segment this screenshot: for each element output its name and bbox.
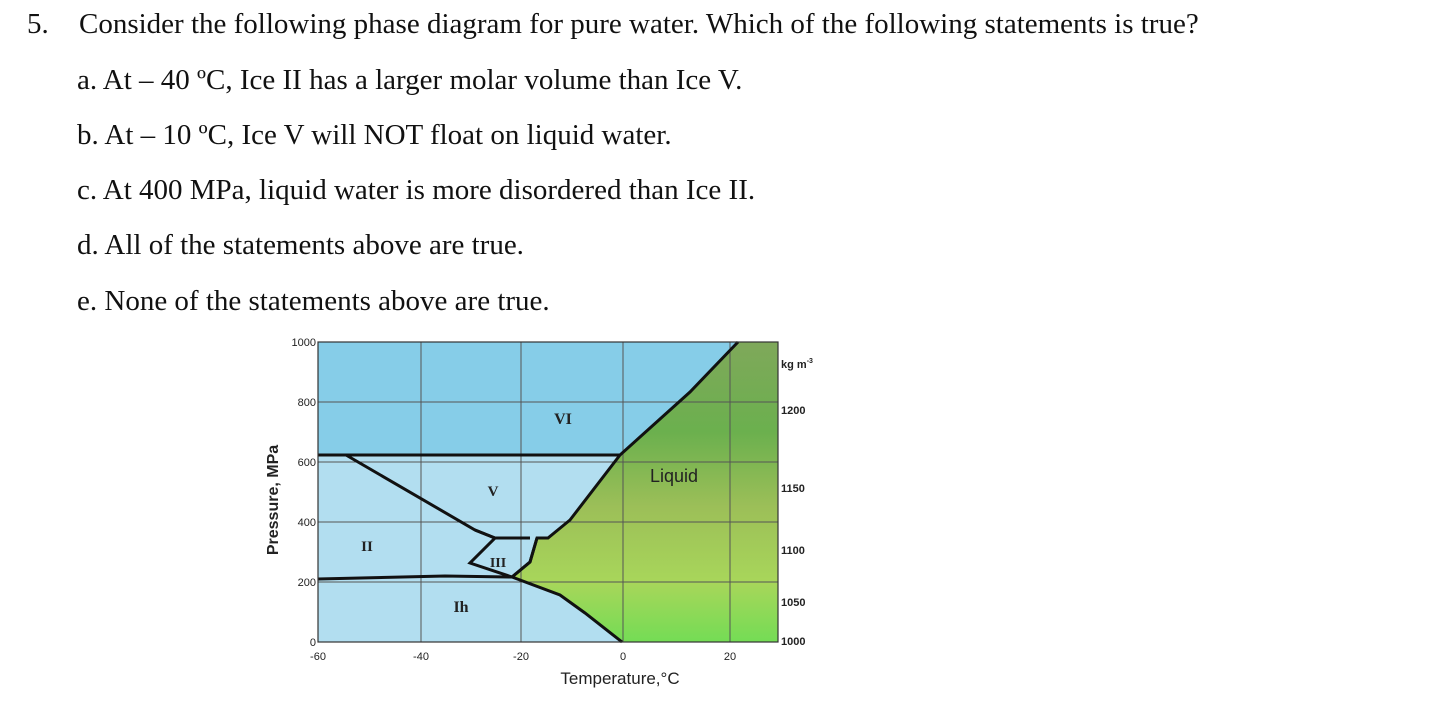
region-label-iii: III [489,556,507,571]
option-a: a. At – 40 ºC, Ice II has a larger molar volume than Ice V. [77,64,743,96]
ytick-label: 600 [297,457,316,469]
xtick-label: -60 [310,651,326,663]
region-label-ii: II [361,539,373,555]
density-tick: 1000 [781,636,806,648]
xtick-label: 20 [723,651,737,663]
phase-diagram [250,330,840,696]
ytick-label: 800 [297,397,316,409]
region-label-liquid: Liquid [649,466,699,486]
ytick-label: 200 [297,577,316,589]
question-body: Consider the following phase diagram for pure water. Which of the following statements is true? [79,8,1199,40]
ytick-label: 1000 [291,337,316,349]
ytick-label: 400 [297,517,316,529]
density-tick: 1100 [781,545,805,557]
density-tick: 1150 [781,483,805,495]
density-tick: 1050 [781,597,806,609]
xtick-label: 0 [619,651,627,663]
x-axis-title: Temperature,°C [560,669,680,688]
density-tick: 1200 [781,405,806,417]
option-c: c. At 400 MPa, liquid water is more disordered than Ice II. [77,174,756,206]
region-label-ih: Ih [453,599,469,616]
option-b: b. At – 10 ºC, Ice V will NOT float on liquid water. [77,119,672,151]
xtick-label: -40 [413,651,429,663]
density-unit: kg $m^{-3}$ [781,358,813,371]
y-axis-title: Pressure, MPa [265,444,282,556]
question-text [27,8,1199,41]
region-label-vi: VI [554,411,572,428]
option-d: d. All of the statements above are true. [77,229,524,261]
question-number: 5. [27,8,49,40]
option-e: e. None of the statements above are true. [77,285,550,317]
xtick-label: -20 [513,651,529,663]
ytick-label: 0 [309,637,316,649]
region-label-v: V [487,484,499,500]
